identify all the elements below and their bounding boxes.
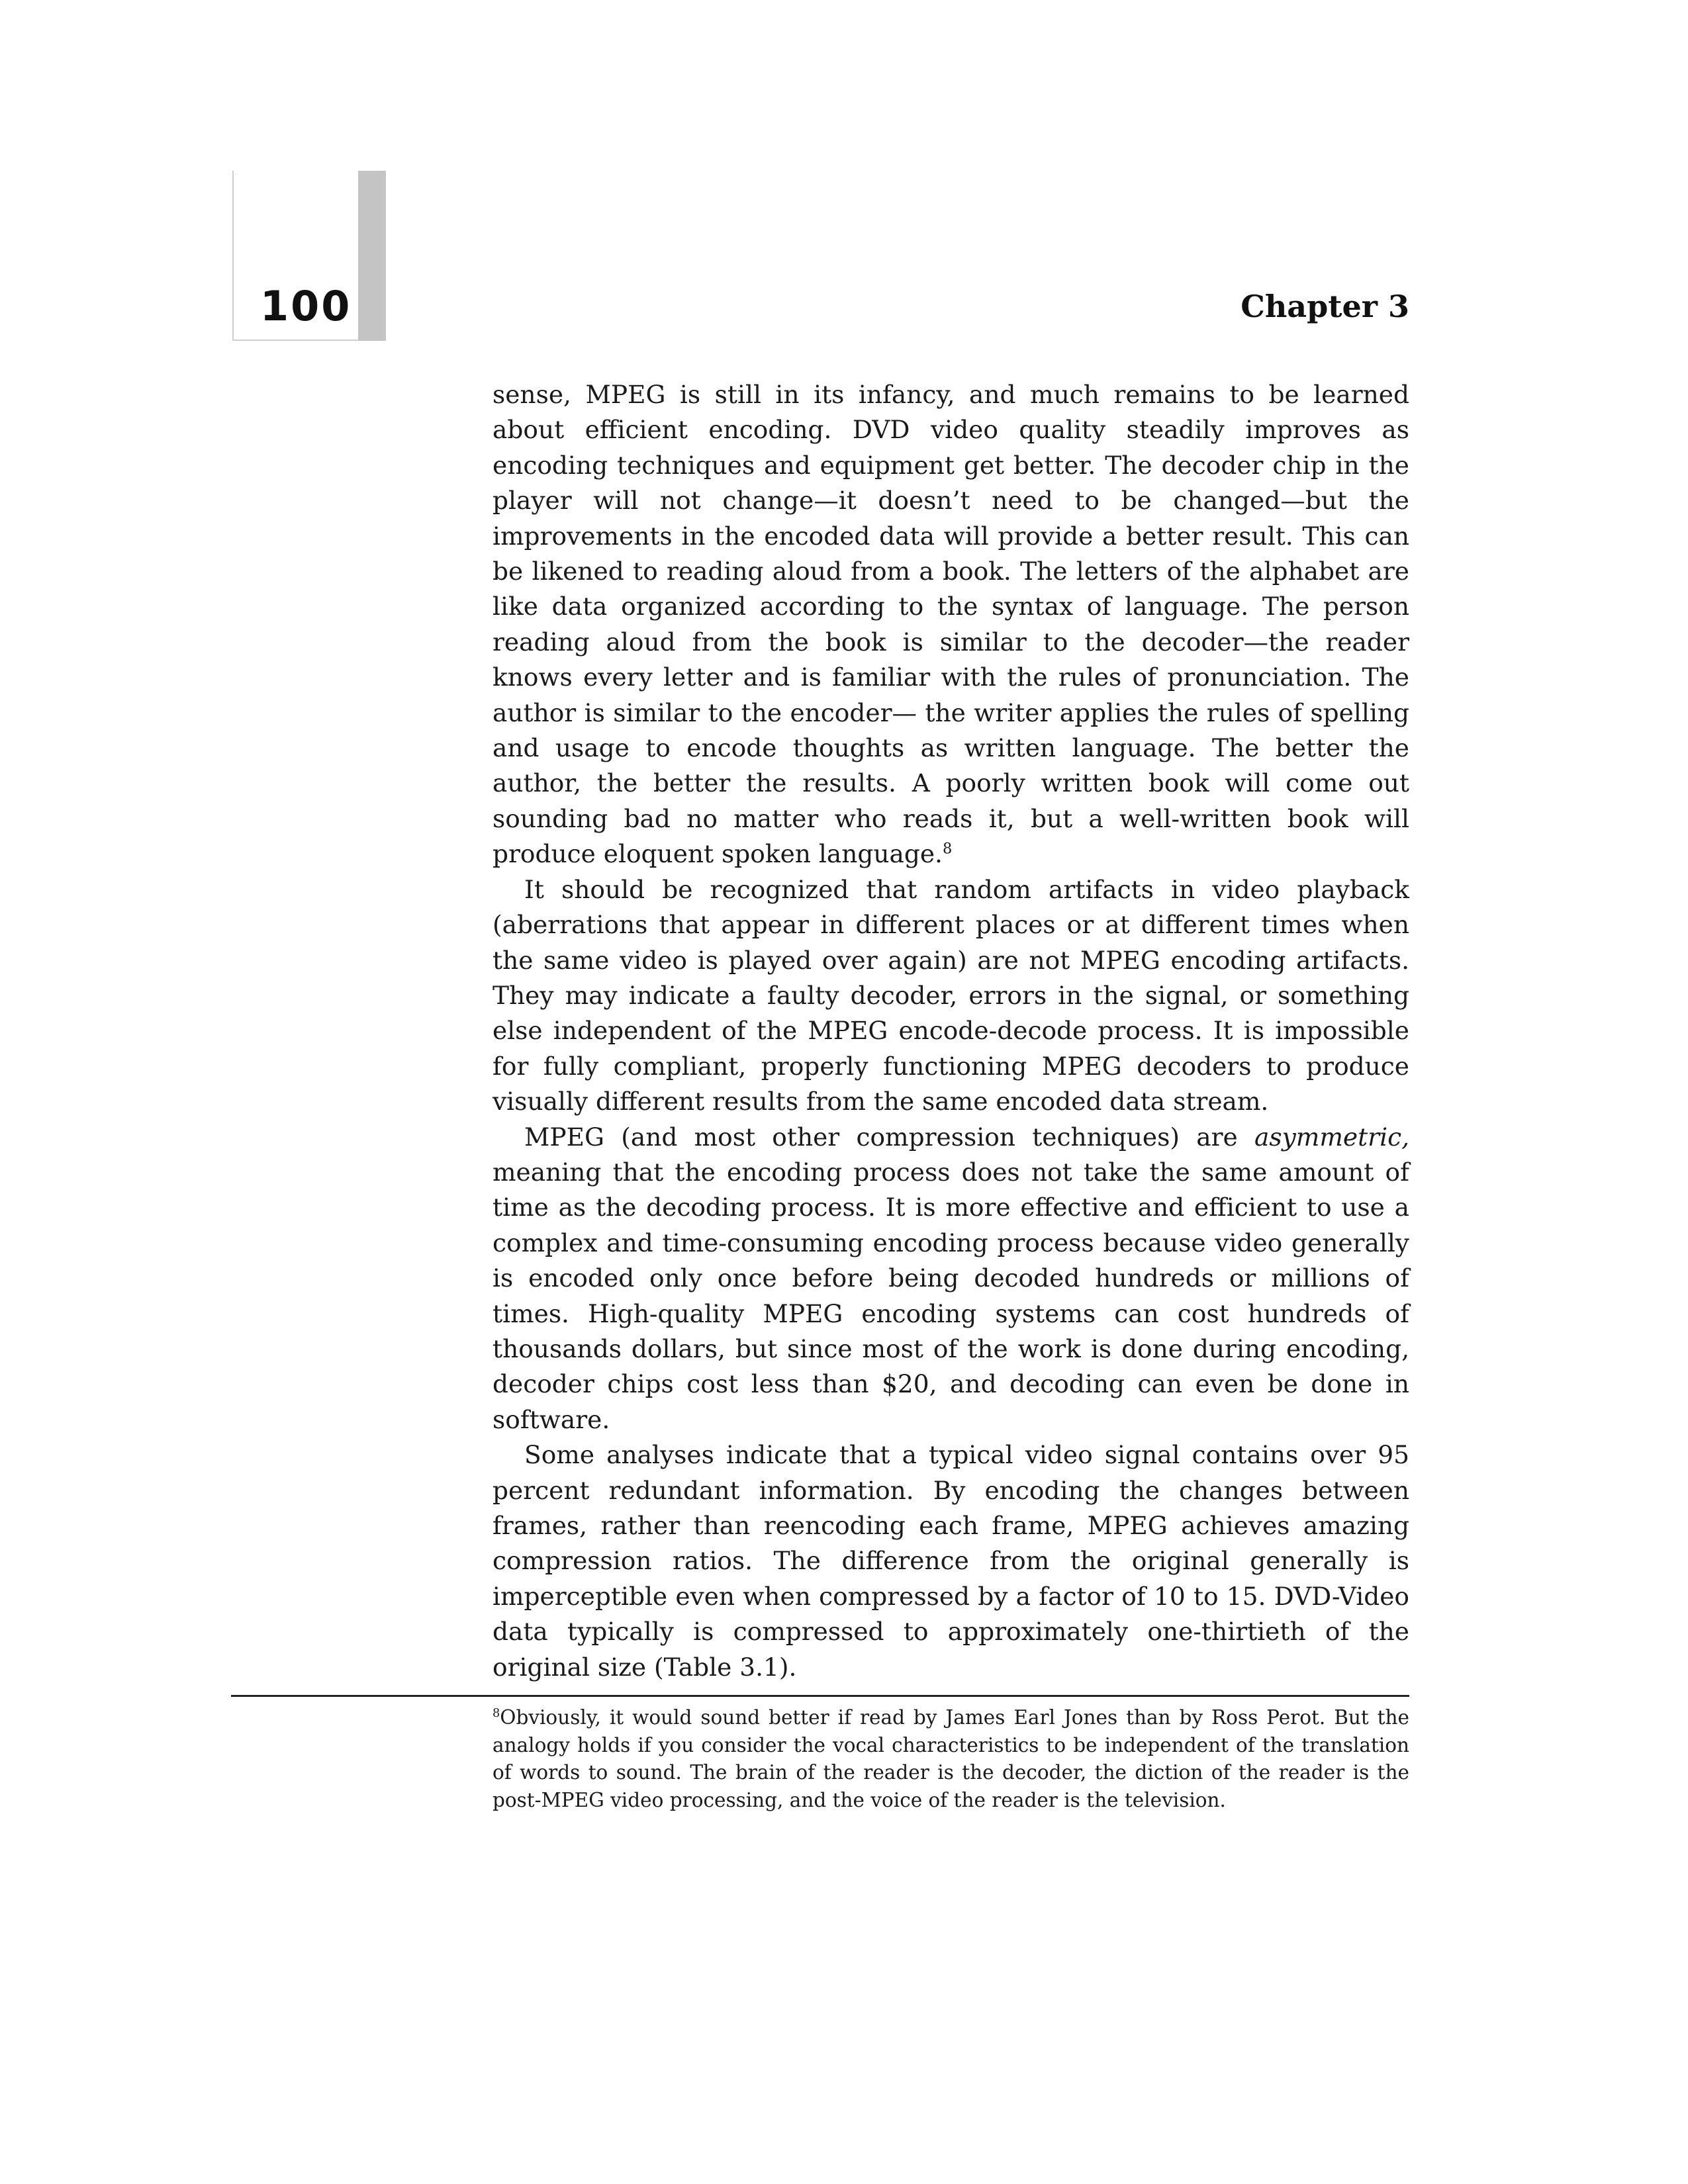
footnote-reference: 8 <box>942 840 953 858</box>
footnote-text: Obviously, it would sound better if read by James Earl Jones than by Ross Perot. But the analogy holds if you consider the vocal characteristics to be independent of the translation of words to sound. The brain of the reader is the decoder, the diction of the reader is the post-MPEG video processing, and the voice of the reader is the television. <box>492 1706 1409 1811</box>
page-tab-bar <box>358 171 386 341</box>
body-text <box>492 377 1409 1685</box>
footnote <box>492 1704 1409 1814</box>
page-tab-border-left <box>232 171 234 341</box>
page-number: 100 <box>260 282 352 330</box>
paragraph-3-text-end: meaning that the encoding process does not take the same amount of time as the decoding process. It is more effective and efficient to use a complex and time-consuming encoding process because video generally is encoded only once before being decoded hundreds or millions of times. High-quality MPEG encoding systems can cost hundreds of thousands dollars, but since most of the work is done during encoding, decoder chips cost less than $20, and decoding can even be done in software. <box>492 1157 1409 1434</box>
page-tab-border-bottom <box>232 340 358 341</box>
italic-term: asymmetric, <box>1254 1122 1409 1152</box>
chapter-title: Chapter 3 <box>1241 289 1409 324</box>
paragraph-1 <box>492 377 1409 872</box>
paragraph-4: Some analyses indicate that a typical video signal contains over 95 percent redundant information. By encoding the changes between frames, rather than reencoding each frame, MPEG achieves amazing compression ratios. The difference from the original generally is imperceptible even when compressed by a factor of 10 to 15. DVD-Video data typically is compressed to approximately one-thirtieth of the original size (Table 3.1). <box>492 1440 1409 1682</box>
paragraph-1-text: sense, MPEG is still in its infancy, and much remains to be learned about efficient encoding. DVD video quality steadily improves as encoding techniques and equipment get better. The decoder chip in the player will not change—it doesn’t need to be changed—but the improvements in the encoded data will provide a better result. This can be likened to reading aloud from a book. The letters of the alphabet are like data organized according to the syntax of language. The person reading aloud from the book is similar to the decoder—the reader knows every letter and is familiar with the rules of pronunciation. The author is similar to the encoder— the writer applies the rules of spelling and usage to encode thoughts as written language. The better the author, the better the results. A poorly written book will come out sounding bad no matter who reads it, but a well-written book will produce eloquent spoken language. <box>492 380 1409 869</box>
footnote-paragraph <box>492 1704 1409 1814</box>
paragraph-2: It should be recognized that random artifacts in video playback (aberrations that appear in different places or at different times when the same video is played over again) are not MPEG encoding artifacts. They may indicate a faulty decoder, errors in the signal, or something else independent of the MPEG encode-decode process. It is impossible for fully compliant, properly functioning MPEG decoders to produce visually different results from the same encoded data stream. <box>492 874 1409 1116</box>
paragraph-3-text-start: MPEG (and most other compression techniques) are <box>524 1122 1254 1152</box>
footnote-rule <box>231 1695 1409 1697</box>
paragraph-3 <box>492 1120 1409 1438</box>
footnote-marker: 8 <box>492 1707 500 1721</box>
